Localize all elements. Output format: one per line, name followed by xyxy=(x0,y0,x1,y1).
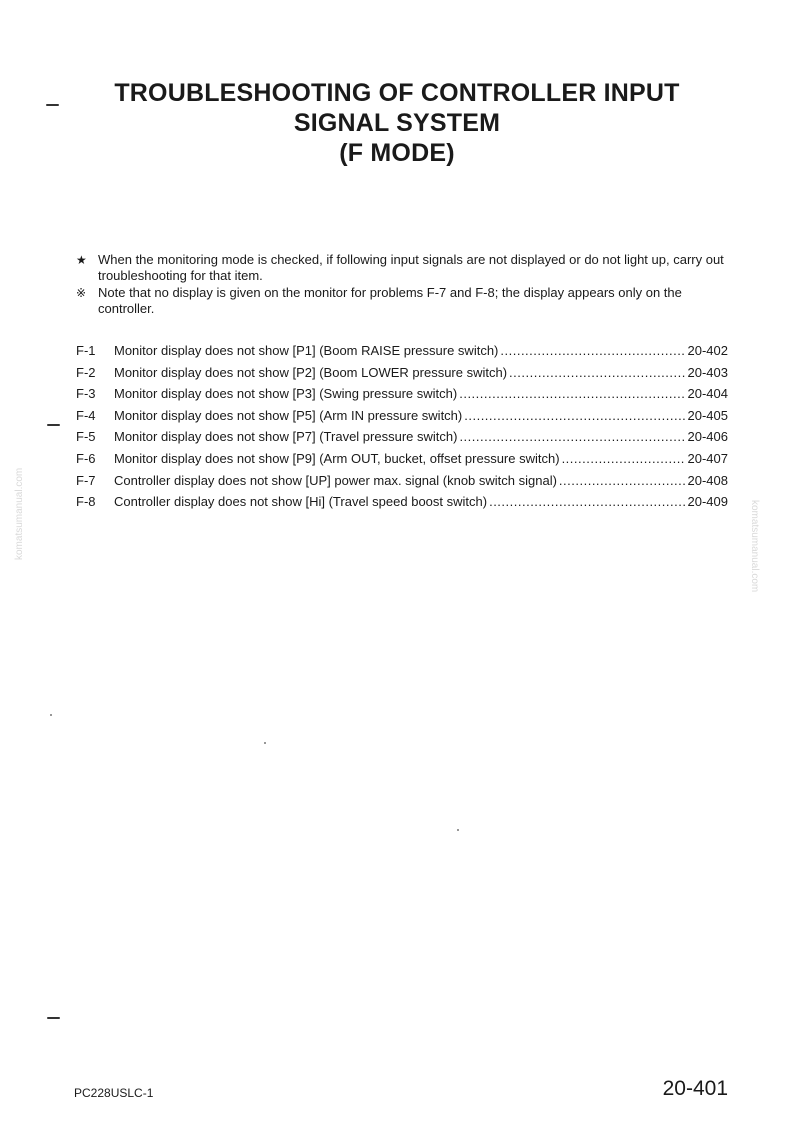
notes-section xyxy=(76,252,728,318)
scan-speck xyxy=(457,829,459,831)
toc-code: F-2 xyxy=(76,364,96,380)
toc-code: F-6 xyxy=(76,450,96,466)
toc-code: F-7 xyxy=(76,472,96,488)
toc-page: 20-405 xyxy=(687,407,728,423)
toc-entry[interactable] xyxy=(76,343,728,365)
dot-leader xyxy=(559,473,686,488)
toc-code: F-1 xyxy=(76,343,96,358)
title-line-3: (F MODE) xyxy=(339,139,455,167)
title-line-1: TROUBLESHOOTING OF CONTROLLER INPUT xyxy=(114,79,680,107)
model-code: PC228USLC-1 xyxy=(74,1086,154,1100)
toc-title: Monitor display does not show [P2] (Boom LOWER pressure switch) xyxy=(114,364,508,380)
toc-page: 20-409 xyxy=(687,494,728,510)
star-icon: ★ xyxy=(76,253,87,267)
title-line-2: SIGNAL SYSTEM xyxy=(293,109,501,137)
binding-hole-mark xyxy=(46,104,59,106)
table-of-contents xyxy=(76,343,728,516)
watermark-left: komatsumanual.com xyxy=(14,467,25,560)
watermark-right: komatsumanual.com xyxy=(749,500,760,593)
dot-leader xyxy=(500,343,685,358)
toc-title: Monitor display does not show [P9] (Arm OUT, bucket, offset pressure switch) xyxy=(114,450,560,466)
toc-code: F-3 xyxy=(76,386,96,402)
note-text: Note that no display is given on the monitor for problems F-7 and F-8; the display appears only on the controller. xyxy=(98,285,682,316)
toc-code: F-4 xyxy=(76,407,96,423)
dot-leader xyxy=(509,365,685,380)
binding-hole-mark xyxy=(47,424,60,426)
toc-title: Monitor display does not show [P1] (Boom RAISE pressure switch) xyxy=(114,343,499,358)
dot-leader xyxy=(459,429,685,444)
binding-hole-mark xyxy=(47,1017,60,1019)
toc-code: F-8 xyxy=(76,494,96,510)
toc-title: Monitor display does not show [P5] (Arm IN pressure switch) xyxy=(114,407,463,423)
dot-leader xyxy=(464,408,685,423)
toc-entry[interactable] xyxy=(76,473,728,495)
toc-entry[interactable] xyxy=(76,429,728,451)
note-item xyxy=(76,285,728,317)
toc-page: 20-408 xyxy=(687,472,728,488)
toc-entry[interactable] xyxy=(76,494,728,516)
dot-leader xyxy=(459,386,685,401)
toc-entry[interactable] xyxy=(76,408,728,430)
toc-entry[interactable] xyxy=(76,451,728,473)
dot-leader xyxy=(489,494,685,509)
page-number: 20-401 xyxy=(662,1077,728,1100)
note-item xyxy=(76,252,728,284)
toc-title: Controller display does not show [UP] power max. signal (knob switch signal) xyxy=(114,472,557,488)
dot-leader xyxy=(562,451,686,466)
toc-title: Controller display does not show [Hi] (Travel speed boost switch) xyxy=(114,494,488,510)
toc-code: F-5 xyxy=(76,429,96,445)
toc-page: 20-402 xyxy=(687,343,728,358)
page-title xyxy=(0,78,794,168)
toc-entry[interactable] xyxy=(76,386,728,408)
scan-speck xyxy=(264,742,266,744)
scan-speck xyxy=(50,714,52,716)
toc-entry[interactable] xyxy=(76,365,728,387)
note-text: When the monitoring mode is checked, if following input signals are not displayed or do not light up, carry out troubleshooting for that item. xyxy=(98,252,724,283)
toc-title: Monitor display does not show [P7] (Travel pressure switch) xyxy=(114,429,458,445)
reference-mark-icon: ※ xyxy=(76,286,87,300)
toc-page: 20-404 xyxy=(687,386,728,402)
toc-page: 20-407 xyxy=(687,450,728,466)
toc-page: 20-406 xyxy=(687,429,728,445)
toc-page: 20-403 xyxy=(687,364,728,380)
toc-title: Monitor display does not show [P3] (Swing pressure switch) xyxy=(114,386,458,402)
